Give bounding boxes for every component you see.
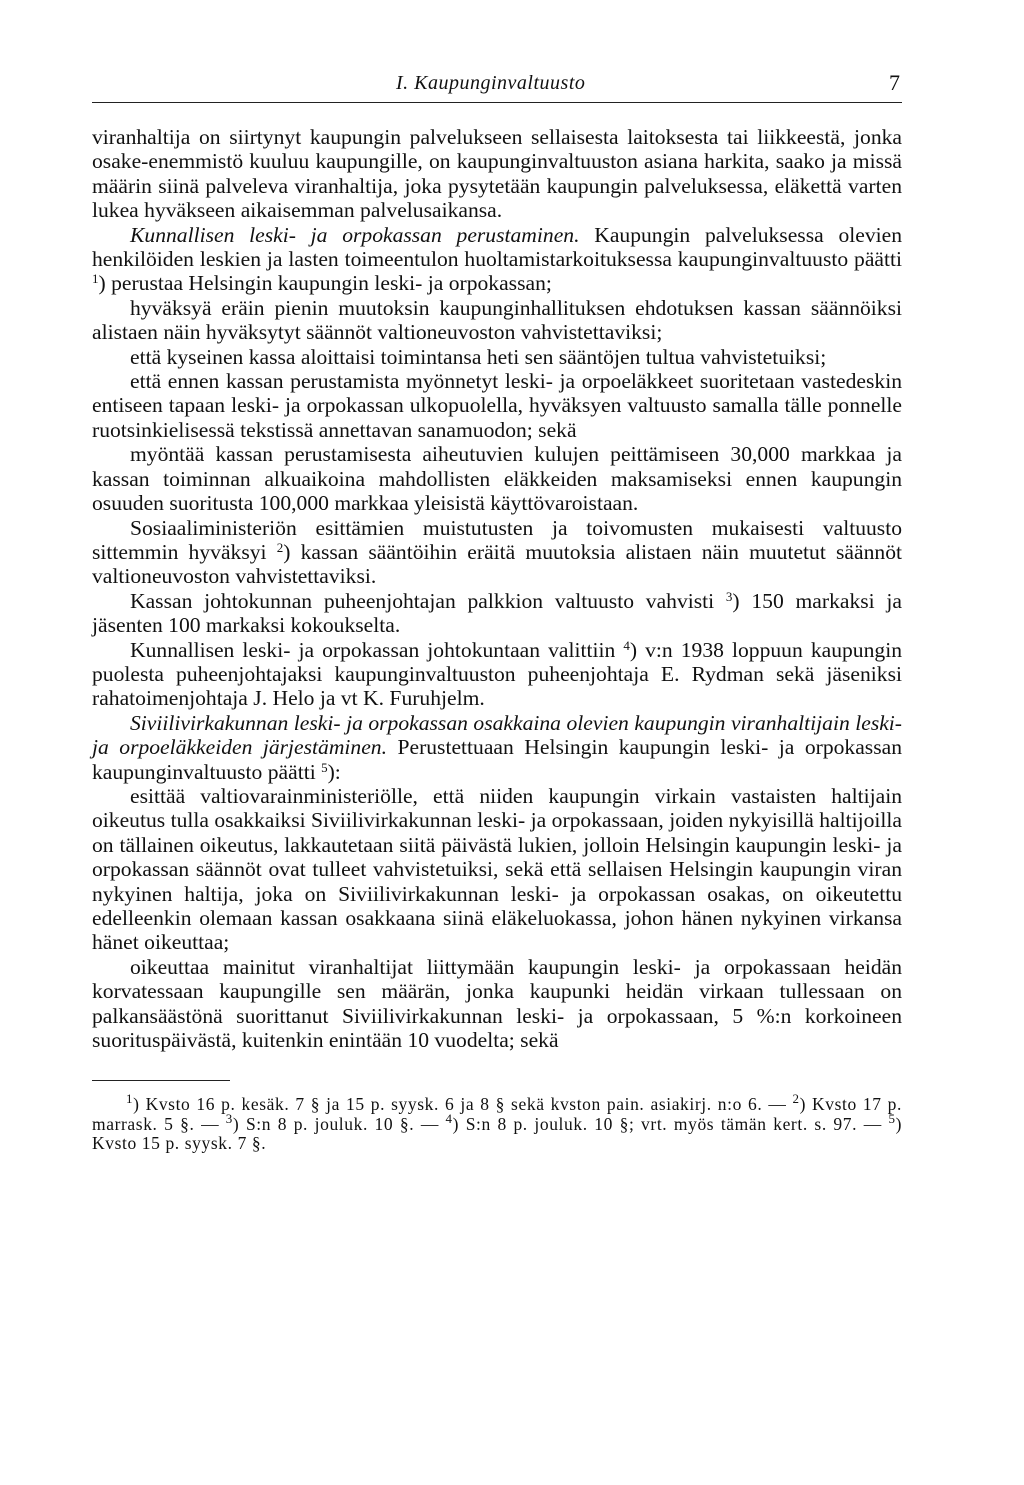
footnote-ref: 2 [276,539,284,555]
footnotes [92,1091,902,1154]
paragraph [92,369,902,442]
footnote-1: ) Kvsto 16 p. kesäk. 7 § ja 15 p. syysk. 6 ja 8 § sekä kvston pain. asiakirj. n:o 6. — [133,1094,793,1115]
footnote-number: 5 [888,1110,896,1126]
paragraph [92,955,902,1053]
paragraph-text: hyväksyä eräin pienin muutoksin kaupunginhallituksen ehdotuksen kassan säännöiksi alistaen näin hyväksytyt säännöt valtioneuvoston vahvistettaviksi; [92,295,902,345]
paragraph [92,345,902,369]
paragraph-text: että kyseinen kassa aloittaisi toimintansa heti sen sääntöjen tultua vahvistetuiksi; [130,344,827,369]
footnote-4: ) S:n 8 p. jouluk. 10 §; vrt. myös tämän kert. s. 97. — [452,1113,889,1134]
footnote-text [92,1091,902,1154]
paragraph-text: ) 150 markaksi ja jäsenten 100 markaksi kokoukselta. [92,588,902,638]
section-heading: Kunnallisen leski- ja orpokassan perustaminen. [130,222,580,247]
paragraph-text: oikeuttaa mainitut viranhaltijat liittymään kaupungin leski- ja orpokassaan heidän korvatessaan kaupungille sen määrän, jonka kaupunki heidän virkaan tullessaan on palkansäästönä suorittanut Siviilivirkakunnan leski- ja orpokassaan, 5 %:n korkoineen suorituspäivästä, kuitenkin enintään 10 vuodelta; sekä [92,954,902,1053]
footnote-divider [92,1080,230,1081]
paragraph-text: Perustettuaan Helsingin kaupungin leski- ja orpokassan kaupunginvaltuusto päätti [92,735,902,784]
paragraph-text: ): [327,759,341,784]
paragraph [92,516,902,589]
paragraph [92,442,902,515]
footnote-ref: 5 [321,759,328,775]
paragraph [92,589,902,638]
paragraph-text: että ennen kassan perustamista myönnetyt leski- ja orpoeläkkeet suoritetaan vastedeskin entiseen tapaan leski- ja orpokassan ulkopuolella, hyväksyen valtuusto samalla tälle ponnelle ruotsinkielisessä tekstissä annettavan sanamuodon; sekä [92,369,902,442]
footnote-number: 1 [126,1091,134,1107]
footnote-5: ) Kvsto 15 p. syysk. 7 §. [92,1113,902,1154]
footnote-number: 4 [445,1110,453,1126]
paragraph [92,638,902,711]
running-header [92,62,902,103]
body-text [92,125,902,1052]
paragraph-text: Kaupungin palveluksessa olevien henkilöiden leskien ja lasten toimeentulon huoltamistarkoituksessa kaupunginvaltuusto päätti [92,222,902,272]
paragraph-text: viranhaltija on siirtynyt kaupungin palvelukseen sellaisesta laitoksesta tai liikkeestä, jonka osake-enemmistö kuuluu kaupungille, on kaupunginvaltuuston asiana harkita, saako ja missä määrin siinä palveleva viranhaltija, joka pysytetään kaupungin palveluksessa, eläkettä varten lukea hyväkseen aikaisemman palvelusaikansa. [92,125,902,223]
footnote-3: ) S:n 8 p. jouluk. 10 §. — [232,1113,446,1134]
paragraph-text: ) kassan sääntöihin eräitä muutoksia alistaen näin muutetut säännöt valtioneuvoston vahvistettaviksi. [92,539,902,589]
paragraph [92,223,902,296]
paragraph-text: Kassan johtokunnan puheenjohtajan palkkion valtuusto vahvisti [130,588,726,613]
footnote-number: 2 [792,1091,800,1107]
paragraph-text: myöntää kassan perustamisesta aiheutuvien kulujen peittämiseen 30,000 markkaa ja kassan toiminnan alkuaikoina mahdollisten eläkkeiden maksamiseksi ennen kaupungin osuuden suoritusta 100,000 markkaa yleisistä käyttövaroistaan. [92,442,902,516]
paragraph [92,296,902,345]
section-heading: Siviilivirkakunnan leski- ja orpokassan osakkaina olevien kaupungin viranhaltijain leski- ja orpoeläkkeiden järjestäminen. [92,710,902,760]
paragraph [92,125,902,223]
paragraph-text: Kunnallisen leski- ja orpokassan johtokuntaan valittiin [130,637,624,662]
footnote-2: ) Kvsto 17 p. marrask. 5 §. — [92,1094,902,1134]
paragraph [92,784,902,955]
page-number: 7 [889,70,900,95]
document-page [92,62,902,1154]
paragraph-text: ) perustaa Helsingin kaupungin leski- ja orpokassan; [98,271,552,296]
paragraph-text: esittää valtiovarainministeriölle, että niiden kaupungin virkain vastaisten haltijain oikeutus tulla osakkaiksi Siviilivirkakunnan leski- ja orpokassaan, joiden nykyisillä haltijoilla on tällainen oikeutus, lakkautetaan siitä päivästä lukien, jolloin Helsingin kaupungin leski- ja orpokassan säännöt ovat tulleet vahvistetuiksi, sekä että sellaisen Helsingin kaupungin viran nykyinen haltija, joka on Siviilivirkakunnan leski- ja orpokassan osakas, on oikeutettu edelleenkin olemaan kassan osakkaana siinä eläkeluokassa, johon hänen nykyinen virkansa hänet oikeuttaa; [92,783,902,955]
footnote-ref: 3 [725,588,733,604]
footnote-ref: 4 [623,637,630,653]
paragraph-text: ) v:n 1938 loppuun kaupungin puolesta puheenjohtajaksi kaupunginvaltuuston puheenjohtaja E. Rydman sekä jäseniksi rahatoimenjohtaja J. Helo ja vt K. Furuhjelm. [92,637,902,711]
paragraph [92,711,902,784]
footnote-ref: 1 [92,271,99,287]
running-title: I. Kaupunginvaltuusto [396,72,586,94]
paragraph-text: Sosiaaliministeriön esittämien muistutusten ja toivomusten mukaisesti valtuusto sittemmin hyväksyi [92,515,902,564]
footnote-number: 3 [225,1110,233,1126]
